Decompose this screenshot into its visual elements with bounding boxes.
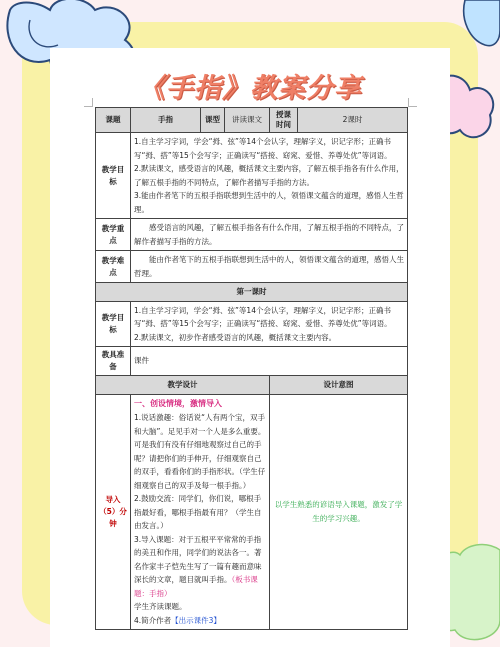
goals2-content — [131, 301, 408, 347]
first-lesson-row — [96, 283, 408, 302]
cloud-decoration-right-side — [455, 0, 500, 60]
first-lesson-heading: 第一课时 — [96, 283, 408, 302]
header-row — [96, 108, 408, 133]
goals-content — [131, 133, 408, 219]
type-value: 讲读课文 — [225, 108, 270, 133]
lesson-plan-page — [50, 48, 450, 647]
intro-row — [96, 394, 408, 630]
intro-paragraph-4 — [134, 614, 266, 628]
difficulties-label: 教学难点 — [96, 251, 131, 283]
goals2-row — [96, 301, 408, 347]
goals2-label: 教学目标 — [96, 301, 131, 347]
lesson-plan-table — [95, 107, 408, 630]
difficulties-text: 能由作者笔下的五根手指联想到生活中的人，领悟课文蕴含的道理，感悟人生哲理。 — [134, 255, 404, 278]
design-header: 教学设计 — [96, 376, 270, 395]
intro-paragraph-3 — [134, 533, 266, 601]
goal2-item: 1.自主学习字词，学会“拇、弦”等14个会认字，理解字义，识记字形；正确书写“拇、搭”等15个会写字；正确读写“搭接、窈窕、爱惜、养尊处优”等词语。 — [134, 305, 392, 328]
difficulties-content — [131, 251, 408, 283]
key-points-content — [131, 219, 408, 251]
intro-section-title: 一、创设情境，激情导入 — [134, 398, 222, 408]
intent-header: 设计意图 — [270, 376, 408, 395]
intro-content — [131, 394, 270, 630]
intro-p4-text: 4.简介作者 — [134, 615, 172, 625]
prep-row — [96, 347, 408, 376]
intro-paragraph: 1.说话激趣：俗话说“人有两个宝，双手和大脑”。足见手对一个人是多么重要。可是我们有没有仔细地观察过自己的手呢？请把你们的手伸开，仔细观察自己的双手，看看你们的手指形状。（学生仔细观察自己的双手及每一根手指。） — [134, 413, 266, 490]
goal2-item: 2.默读课文，初步作者感受语言的风趣，概括课文主要内容。 — [134, 332, 337, 342]
difficulties-row — [96, 251, 408, 283]
goals-row — [96, 133, 408, 219]
design-header-row — [96, 376, 408, 395]
goal-item: 1.自主学习字词，学会“拇、弦”等14个会认字，理解字义，识记字形；正确书写“拇、搭”等15个会写字；正确读写“搭接、窈窕、爱惜、养尊处优”等词语。 — [134, 137, 392, 160]
key-points-row — [96, 219, 408, 251]
intro-p3-text: 3.导入课题：对于五根平平常常的手指的美丑和作用，同学们的说法各一。著名作家丰子恺先生写了一篇有趣而意味深长的文章，题目就叫手指。 — [134, 534, 262, 584]
slide-note: 【出示课件3】 — [171, 615, 221, 625]
topic-label: 课题 — [96, 108, 131, 133]
intro-intent: 以学生熟悉的谚语导入课题，激发了学生的学习兴趣。 — [270, 394, 408, 630]
prep-value: 课件 — [131, 347, 408, 376]
prep-label: 教具准备 — [96, 347, 131, 376]
goals-label: 教学目标 — [96, 133, 131, 219]
goal-item: 2.默读课文，感受语言的风趣，概括课文主要内容，了解五根手指各有什么作用，了解五根手指的不同特点，了解作者描写手指的方法。 — [134, 164, 404, 187]
blackboard-note: （板书课题：手指） — [134, 575, 258, 598]
hours-label: 授课时间 — [270, 108, 298, 133]
hours-value: 2课时 — [298, 108, 408, 133]
intro-label: 导入（5）分钟 — [96, 394, 131, 630]
key-points-label: 教学重点 — [96, 219, 131, 251]
intro-paragraph: 2.鼓励交流：同学们，你们说，哪根手指最好看，哪根手指最有用？（学生自由发言。） — [134, 494, 262, 530]
intro-paragraph: 学生齐读课题。 — [134, 602, 187, 611]
key-points-text: 感受语言的风趣，了解五根手指各有什么作用，了解五根手指的不同特点，了解作者描写手指的方法。 — [134, 223, 404, 246]
page-title: 《手指》教案分享 — [138, 73, 362, 104]
type-label: 课型 — [201, 108, 225, 133]
goal-item: 3.能由作者笔下的五根手指联想到生活中的人，领悟课文蕴含的道理，感悟人生哲理。 — [134, 191, 404, 214]
topic-value: 手指 — [131, 108, 201, 133]
